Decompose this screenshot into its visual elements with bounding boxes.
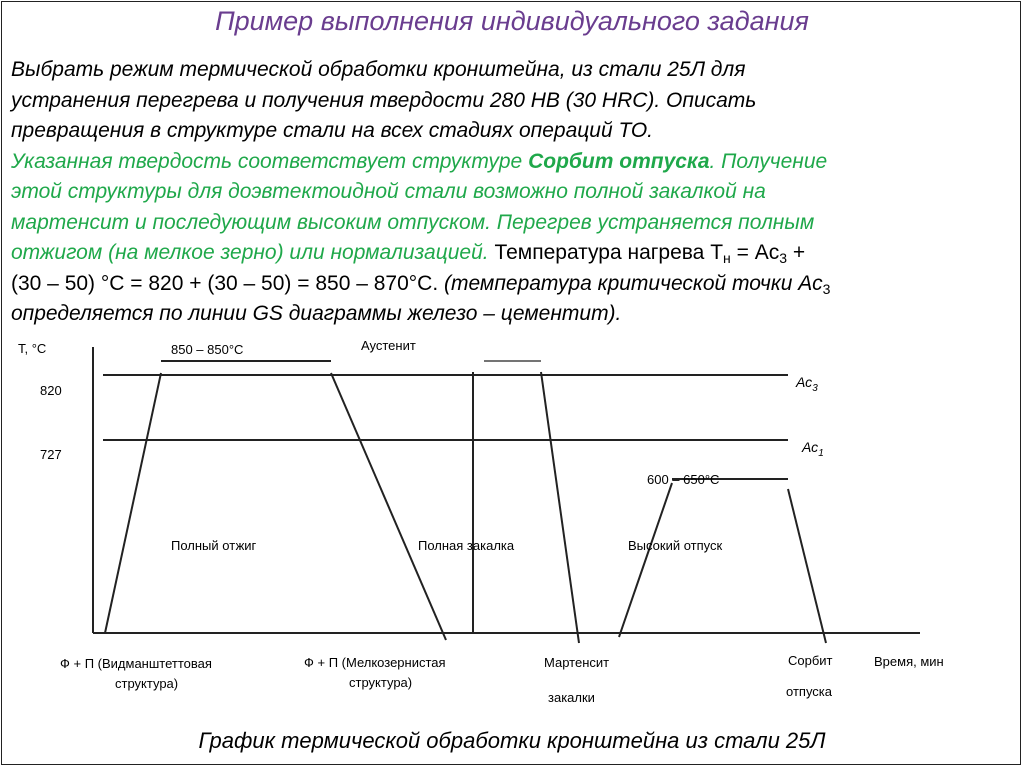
slide-title: Пример выполнения индивидуального задания (215, 6, 809, 36)
ac1-label: $Ас_1$ (802, 439, 824, 459)
task-line-2: устранения перегрева и получения твердости 280 НВ (30 HRC). Описать (11, 88, 757, 112)
highlight-term: Сорбит отпуска (528, 149, 710, 173)
note-text: (температура критической точки Ас (438, 271, 823, 295)
anneal-cool-line (331, 373, 446, 640)
body-text (11, 55, 1016, 330)
solution-line-4 (11, 238, 1016, 269)
solution-line-2: этой структуры для доэвтектоидной стали возможно полной закалкой на (11, 180, 766, 203)
tick-727: 727 (40, 447, 62, 462)
formula-text: (30 – 50) °С = 820 + (30 – 50) = 850 – 870°С. (11, 271, 439, 295)
range-600-label: 600 – 650°С (647, 472, 720, 487)
stage-high-temper: Высокий отпуск (628, 538, 723, 553)
austenite-label: Аустенит (361, 338, 416, 353)
tick-820: 820 (40, 383, 62, 398)
solution-text: Указанная твердость соответствует структуре (11, 149, 529, 173)
temper-cool-line (788, 489, 826, 643)
ac3-label: $Ас_3$ (796, 374, 818, 394)
subscript: 3 (822, 280, 831, 297)
formula-text: + (787, 241, 806, 264)
struct-martensite-2: закалки (548, 690, 595, 705)
subscript: 3 (779, 250, 788, 266)
solution-text: отжигом (на мелкое зерно) или нормализацией. (11, 241, 489, 264)
solution-line-5 (11, 269, 1016, 300)
y-axis-label: Т, °С (18, 341, 47, 356)
solution-line-6: определяется по линии GS диаграммы железо – цементит). (11, 302, 622, 325)
solution-line-1 (11, 147, 1016, 178)
struct-widmanstatten-1: Ф + П (Видманштеттовая (60, 656, 212, 671)
quench-cool-line (541, 372, 579, 643)
solution-text: . Получение (709, 149, 828, 173)
anneal-heat-line (105, 373, 161, 633)
struct-fine-grain-2: структура) (349, 675, 413, 690)
struct-sorbite-1: Сорбит (788, 653, 833, 668)
temper-heat-line (619, 483, 672, 637)
range-850-label: 850 – 850°С (171, 342, 244, 357)
struct-sorbite-2: отпуска (786, 684, 832, 699)
solution-line-3: мартенсит и последующим высоким отпуском. Перегрев устраняется полным (11, 210, 815, 234)
task-line-3: превращения в структуре стали на всех стадиях операций ТО. (11, 119, 653, 142)
struct-fine-grain-1: Ф + П (Мелкозернистая (304, 655, 446, 670)
x-axis-label: Время, мин (874, 654, 944, 669)
subscript: н (723, 250, 731, 266)
struct-widmanstatten-2: структура) (115, 676, 179, 691)
formula-text: Температура нагрева Т (488, 241, 724, 264)
struct-martensite-1: Мартенсит (544, 655, 610, 670)
task-line-1: Выбрать режим термической обработки кронштейна, из стали 25Л для (11, 58, 746, 81)
heat-treatment-diagram (0, 335, 1024, 730)
diagram-caption: График термической обработки кронштейна из стали 25Л (198, 728, 826, 753)
stage-full-quench: Полная закалка (418, 538, 515, 553)
stage-full-anneal: Полный отжиг (171, 538, 257, 553)
formula-text: = Ас (730, 241, 780, 264)
